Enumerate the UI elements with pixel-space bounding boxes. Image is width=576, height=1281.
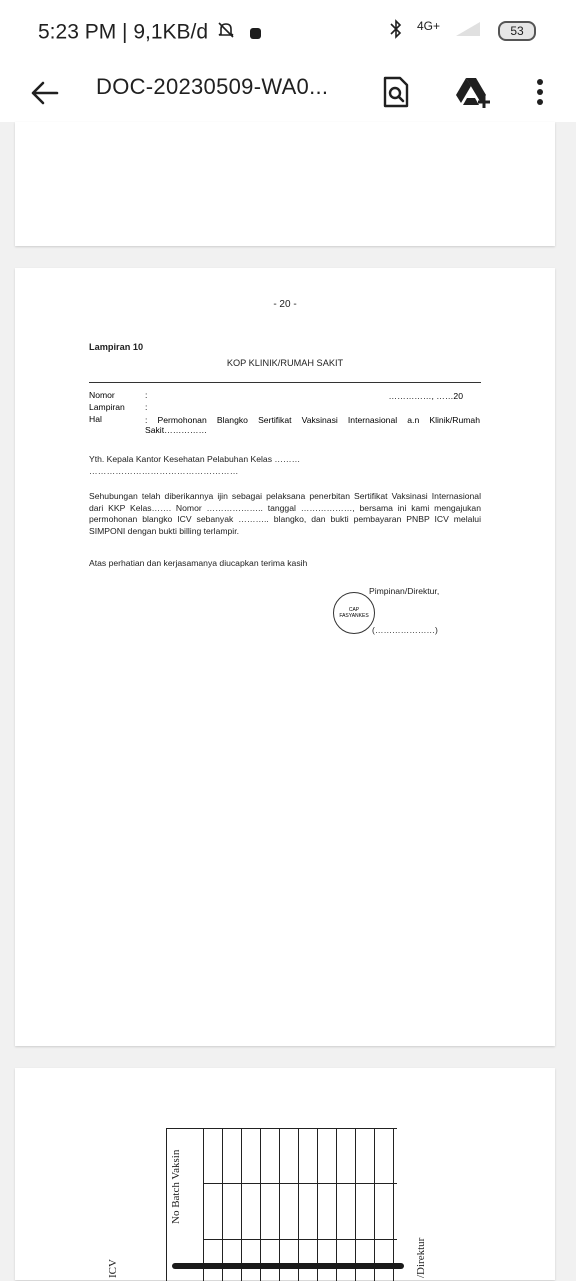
table-column-header: No Batch Vaksin xyxy=(170,1149,182,1224)
closing-line: Atas perhatian dan kerjasamanya diucapkan terima kasih xyxy=(89,558,308,568)
battery-icon: 53 xyxy=(498,21,536,41)
back-button[interactable] xyxy=(22,70,68,116)
addressee: Yth. Kepala Kantor Kesehatan Pelabuhan Kelas ……… xyxy=(89,454,301,464)
gesture-navigation-bar[interactable] xyxy=(172,1263,404,1269)
hal-subject: : Permohonan Blangko Sertifikat Vaksinasi Internasional a.n Klinik/Rumah Sakit…………… xyxy=(145,415,480,435)
date-line: ……………, ……20 xyxy=(388,391,463,401)
more-vert-icon xyxy=(536,78,544,106)
page-number: - 20 - xyxy=(273,299,297,310)
document-page-previous xyxy=(15,122,555,246)
addressee-dots: …………………………………………… xyxy=(89,466,239,476)
lampiran-row: Lampiran : xyxy=(89,402,148,412)
status-bar xyxy=(0,0,576,62)
letterhead-placeholder: KOP KLINIK/RUMAH SAKIT xyxy=(226,358,344,368)
network-type: 4G+ xyxy=(416,18,440,33)
signal-icon xyxy=(454,20,484,41)
document-page xyxy=(15,268,555,1046)
hal-row: Hal xyxy=(89,414,102,424)
document-title: DOC-20230509-WA0... xyxy=(96,74,329,99)
side-label-left: ICV xyxy=(107,1259,119,1278)
letterhead-divider xyxy=(89,382,481,383)
status-time: 5:23 PM | 9,1KB/d xyxy=(38,20,261,46)
back-arrow-icon xyxy=(31,81,59,105)
find-in-document-button[interactable] xyxy=(374,70,418,114)
mute-notification-icon xyxy=(216,20,236,46)
body-paragraph: Sehubungan telah diberikannya ijin sebagai pelaksana penerbitan Sertifikat Vaksinasi Internasional dari KKP Kelas……. Nomor ……………….. tanggal ………………, bersama ini kami mengajukan permohonan blangko ICV sebanyak ……….. blangko, dan bukti pembayaran PNBP ICV melalui SIMPONI dengan bukti billing terlampir. xyxy=(89,491,481,536)
lampiran-heading: Lampiran 10 xyxy=(89,342,144,352)
google-drive-add-icon xyxy=(455,76,493,108)
side-label-right: /Direktur xyxy=(415,1237,427,1278)
signatory-title: Pimpinan/Direktur, xyxy=(369,586,440,596)
more-options-button[interactable] xyxy=(518,70,562,114)
bluetooth-icon xyxy=(389,18,403,43)
app-toolbar xyxy=(0,62,576,122)
add-to-drive-button[interactable] xyxy=(452,70,496,114)
document-search-icon xyxy=(382,76,410,108)
app-notification-icon xyxy=(250,28,261,39)
document-page-next xyxy=(15,1068,555,1280)
nomor-row: Nomor : xyxy=(89,390,148,400)
signature-line: (…………………) xyxy=(372,625,438,635)
stamp-placeholder: CAP FASYANKES xyxy=(333,592,375,634)
batch-table xyxy=(166,1128,397,1281)
